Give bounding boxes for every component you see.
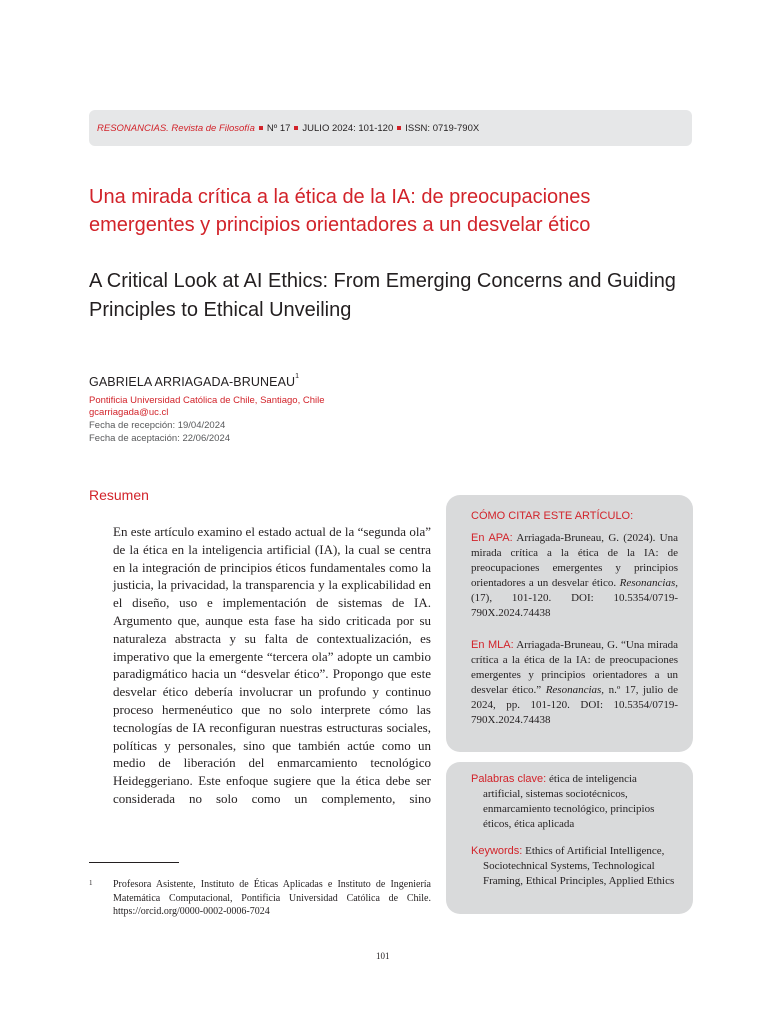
separator-square <box>259 126 263 130</box>
citation-heading: CÓMO CITAR ESTE ARTÍCULO: <box>471 510 634 522</box>
title-english: A Critical Look at AI Ethics: From Emerging Concerns and Guiding Principles to Ethical Unveiling <box>89 270 676 321</box>
journal-header-bar <box>89 110 692 146</box>
abstract-text: En este artículo examino el estado actual de la “segunda ola” de la ética en la inteligencia artificial (IA), la cual se centra en la integración de principios éticos fundamentales como la justicia, la privacidad, la transparencia y la explicabilidad en el diseño, uso e implementación de sistemas de IA. Argumento que, aunque esta fase ha sido criticada por su naturaleza abstracta y su falta de contextualización, es imperativo que la emergente “tercera ola” adopte un cambio paradigmático hacia un “desvelar ético”. Propongo que este desvelar ético debería involucrar un profundo y continuo proceso hermenéutico que no solo interprete cómo las tecnologías de IA reconfiguran nuestras estructuras sociales, políticas y personales, sino que también actúe como un medio de liberación del enmarcamiento tecnológico Heideggeriano. Este enfoque sugiere que la ética debe ser considerada no solo como un complemento, sino <box>113 524 431 806</box>
separator-square <box>294 126 298 130</box>
abstract-heading: Resumen <box>89 487 149 503</box>
apa-label: En APA: <box>471 532 513 544</box>
apa-text-2: (17), 101-120. DOI: 10.5354/0719-790X.2024.74438 <box>471 592 678 619</box>
keywords-en-text: Ethics of Artificial Intelligence, Sociotechnical Systems, Technological Framing, Ethical Principles, Applied Ethics <box>483 845 675 887</box>
accepted-date: Fecha de aceptación: 22/06/2024 <box>89 433 231 444</box>
keywords-english <box>471 844 683 889</box>
keywords-spanish <box>471 772 678 832</box>
author-affiliation: Pontificia Universidad Católica de Chile, Santiago, Chile <box>89 395 325 406</box>
author-name: GABRIELA ARRIAGADA-BRUNEAU <box>89 375 296 389</box>
journal-name: RESONANCIAS. Revista de Filosofía <box>97 122 255 134</box>
received-date: Fecha de recepción: 19/04/2024 <box>89 420 226 431</box>
footnote-text: Profesora Asistente, Instituto de Éticas Aplicadas e Instituto de Ingeniería Matemática Computacional, Pontificia Universidad Católica de Chile. https://orcid.org/0000-0002-0006-7024 <box>113 879 431 917</box>
apa-text-1: Arriagada-Bruneau, G. (2024). Una mirada crítica a la ética de la IA: de preocupaciones emergentes y principios orientadores a un desvelar ético. <box>471 532 679 589</box>
citation-apa <box>471 531 678 621</box>
author-block <box>89 375 299 389</box>
keywords-en-label: Keywords: <box>471 845 523 857</box>
mla-journal: Resonancias, <box>545 684 605 696</box>
apa-journal: Resonancias, <box>619 577 679 589</box>
footnote-rule <box>89 862 179 863</box>
issue-number: Nº 17 <box>266 122 291 134</box>
mla-text-1: Arriagada-Bruneau, G. “Una mirada crítica a la ética de la IA: de preocupaciones emergentes y principios orientadores a un desvelar ético.” <box>471 639 678 696</box>
issue-date-pages: JULIO 2024: 101-120 <box>302 122 394 134</box>
footnote-number: 1 <box>89 879 93 887</box>
keywords-es-text: ética de inteligencia artificial, sistemas sociotécnicos, enmarcamiento tecnológico, principios éticos, ética aplicada <box>483 773 655 830</box>
title-spanish: Una mirada crítica a la ética de la IA: de preocupaciones emergentes y principios orientadores a un desvelar ético <box>89 186 591 236</box>
author-email[interactable]: gcarriagada@uc.cl <box>89 407 169 418</box>
citation-mla <box>471 638 678 728</box>
separator-square <box>397 126 401 130</box>
mla-label: En MLA: <box>471 639 514 651</box>
keywords-es-label: Palabras clave: <box>471 773 547 785</box>
issn: ISSN: 0719-790X <box>405 122 480 134</box>
footnote-mark: 1 <box>295 373 300 380</box>
mla-text-2: n.º 17, julio de 2024, pp. 101-120. DOI: 10.5354/0719-790X.2024.74438 <box>471 684 679 726</box>
page-number: 101 <box>376 951 390 961</box>
